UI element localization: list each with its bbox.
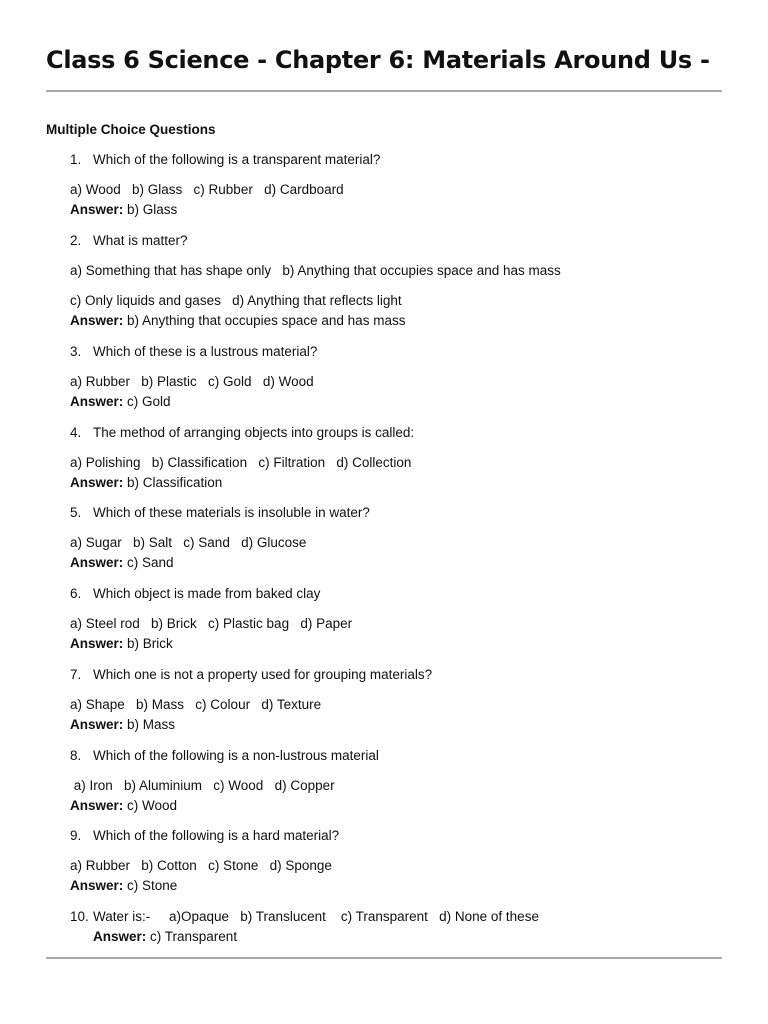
- question-block-10: [70, 908, 710, 946]
- answer-line: [70, 201, 710, 219]
- answer-text: b) Brick: [127, 636, 173, 651]
- answer-label: Answer:: [70, 202, 124, 217]
- answer-label: Answer:: [70, 475, 124, 490]
- answer-label: Answer:: [93, 929, 147, 944]
- answer-text: c) Wood: [127, 798, 178, 813]
- answer-line: [70, 928, 710, 946]
- question-number: 4.: [70, 425, 82, 440]
- page-title: Class 6 Science - Chapter 6: Materials Around Us -: [46, 46, 710, 74]
- answer-line: [70, 635, 710, 653]
- question-3: [70, 343, 710, 361]
- question-number: 8.: [70, 748, 82, 763]
- question-block-6: [70, 585, 710, 653]
- question-block-9: [70, 827, 710, 895]
- question-8: [70, 747, 710, 765]
- question-text: Which of the following is a transparent material?: [93, 152, 381, 167]
- options-line: a) Steel rod b) Brick c) Plastic bag d) Paper: [70, 616, 353, 631]
- question-4: [70, 424, 710, 442]
- question-10: [70, 908, 710, 926]
- question-number: 6.: [70, 586, 82, 601]
- answer-label: Answer:: [70, 394, 124, 409]
- section-heading: Multiple Choice Questions: [46, 122, 216, 137]
- question-text: Which of these materials is insoluble in water?: [93, 505, 370, 520]
- answer-line: [70, 312, 710, 330]
- answer-text: c) Transparent: [150, 929, 238, 944]
- options-line: a) Polishing b) Classification c) Filtration d) Collection: [70, 455, 412, 470]
- answer-text: b) Anything that occupies space and has mass: [127, 313, 406, 328]
- question-text: Which of these is a lustrous material?: [93, 344, 318, 359]
- answer-line: [70, 474, 710, 492]
- answer-line: [70, 797, 710, 815]
- options-line: a) Something that has shape only b) Anything that occupies space and has mass: [70, 263, 561, 278]
- options-line: c) Only liquids and gases d) Anything that reflects light: [70, 293, 402, 308]
- title-divider: [46, 90, 722, 92]
- answer-label: Answer:: [70, 717, 124, 732]
- answer-text: b) Glass: [127, 202, 178, 217]
- question-block-5: [70, 504, 710, 572]
- question-number: 5.: [70, 505, 82, 520]
- options-line: a) Iron b) Aluminium c) Wood d) Copper: [70, 778, 335, 793]
- question-text: The method of arranging objects into groups is called:: [93, 425, 415, 440]
- question-text: Which of the following is a non-lustrous material: [93, 748, 379, 763]
- options-line: a) Wood b) Glass c) Rubber d) Cardboard: [70, 182, 344, 197]
- options-line: a) Rubber b) Plastic c) Gold d) Wood: [70, 374, 314, 389]
- answer-label: Answer:: [70, 313, 124, 328]
- answer-line: [70, 877, 710, 895]
- answer-text: c) Sand: [127, 555, 174, 570]
- options-line: a) Shape b) Mass c) Colour d) Texture: [70, 697, 322, 712]
- question-6: [70, 585, 710, 603]
- answer-label: Answer:: [70, 636, 124, 651]
- question-number: 7.: [70, 667, 82, 682]
- question-block-3: [70, 343, 710, 411]
- question-text: Which object is made from baked clay: [93, 586, 321, 601]
- question-7: [70, 666, 710, 684]
- answer-label: Answer:: [70, 555, 124, 570]
- question-block-7: [70, 666, 710, 734]
- question-block-2: [70, 232, 710, 330]
- question-text: What is matter?: [93, 233, 188, 248]
- options-line: a) Sugar b) Salt c) Sand d) Glucose: [70, 535, 307, 550]
- question-number: 1.: [70, 152, 82, 167]
- question-1: [70, 151, 710, 169]
- question-number: 10.: [70, 909, 89, 924]
- answer-label: Answer:: [70, 798, 124, 813]
- options-line: a) Rubber b) Cotton c) Stone d) Sponge: [70, 858, 332, 873]
- question-block-1: [70, 151, 710, 219]
- question-2: [70, 232, 710, 250]
- question-text: Water is:- a)Opaque b) Translucent c) Transparent d) None of these: [93, 909, 539, 924]
- footer-divider: [46, 957, 722, 959]
- answer-label: Answer:: [70, 878, 124, 893]
- question-text: Which of the following is a hard material?: [93, 828, 340, 843]
- answer-text: c) Stone: [127, 878, 178, 893]
- answer-text: c) Gold: [127, 394, 171, 409]
- answer-line: [70, 393, 710, 411]
- question-number: 9.: [70, 828, 82, 843]
- question-block-8: [70, 747, 710, 815]
- answer-text: b) Mass: [127, 717, 176, 732]
- question-text: Which one is not a property used for grouping materials?: [93, 667, 433, 682]
- answer-line: [70, 554, 710, 572]
- question-5: [70, 504, 710, 522]
- answer-text: b) Classification: [127, 475, 223, 490]
- question-number: 2.: [70, 233, 82, 248]
- question-9: [70, 827, 710, 845]
- question-block-4: [70, 424, 710, 492]
- answer-line: [70, 716, 710, 734]
- question-number: 3.: [70, 344, 82, 359]
